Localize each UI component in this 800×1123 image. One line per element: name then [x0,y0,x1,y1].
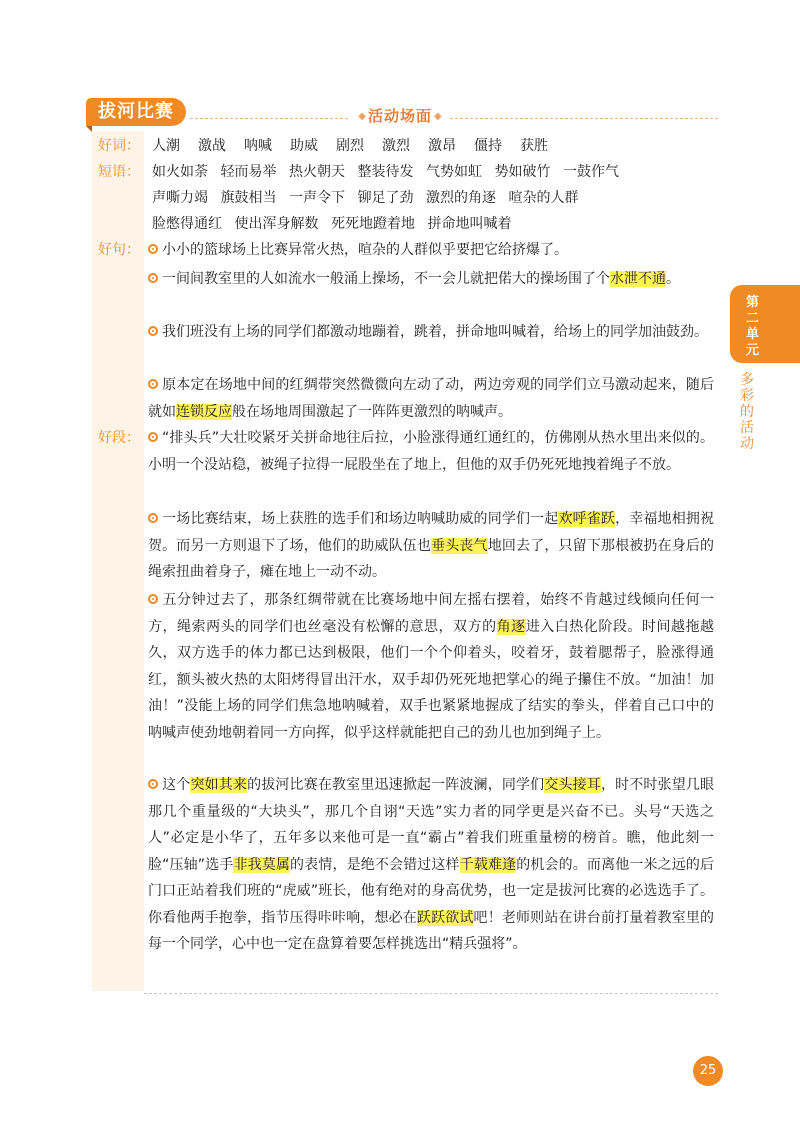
unit-label: 第二单元 [746,295,760,358]
phrase-item: 势如破竹 [494,164,551,180]
section-title [350,104,450,128]
highlighted-phrase: 垂头丧气 [431,537,488,554]
word-item: 助威 [290,138,318,154]
left-strip [92,131,144,991]
bullet-icon [148,379,158,389]
phrase-item: 声嘶力竭 [152,190,208,206]
unit-subtitle: 多彩的活动 [740,372,754,452]
word-item: 激昂 [428,138,456,154]
sentence-item: 原本定在场地中间的红绸带突然微微向左动了动，两边旁观的同学们立马激动起来，随后就如连锁反应般在场地周围激起了一阵阵更激烈的呐喊声。 [148,377,714,420]
highlighted-phrase: 千载难逢 [459,856,517,873]
diamond-icon: ◆ [358,111,366,122]
paragraph-item: “排头兵”大壮咬紧牙关拼命地往后拉，小脸涨得通红通红的，仿佛刚从热水里出来似的。小明一个没站稳，被绳子拉得一屁股坐在了地上，但他的双手仍死死地拽着绳子不放。 [148,430,714,473]
phrase-item: 拼命地叫喊着 [427,216,512,232]
bullet-icon [148,513,158,523]
phrase-item: 激烈的角逐 [426,190,496,206]
words-list [152,136,566,156]
phrases-line-2 [152,188,591,208]
highlighted-phrase: 角逐 [496,618,526,635]
word-item: 僵持 [474,138,502,154]
sentence-item: 一间间教室里的人如流水一般涌上操场，不一会儿就把偌大的操场围了个水泄不通。 [148,266,714,293]
highlighted-phrase: 交头接耳 [544,777,601,793]
page-number: 25 [693,1056,723,1086]
top-dashed-rule [190,118,718,119]
diamond-icon: ◆ [434,111,442,122]
word-item: 人潮 [152,138,180,154]
section-tab: 拔河比赛 [86,98,186,126]
label-words: 好词： [98,138,140,154]
paragraph-item: 一场比赛结束，场上获胜的选手们和场边呐喊助威的同学们一起欢呼雀跃，幸福地相拥祝贺。而另一方则退下了场，他们的助威队伍也垂头丧气地回去了，只留下那根被扔在身后的绳索扭曲着身子，瘫在地上一动不动。 [148,511,715,580]
phrase-item: 如火如荼 [152,164,208,180]
highlighted-phrase: 跃跃欲试 [416,909,474,926]
word-item: 获胜 [520,138,548,154]
bottom-dashed-rule [144,993,718,994]
word-item: 呐喊 [244,138,272,154]
phrase-item: 一鼓作气 [563,164,619,180]
bullet-icon [148,326,158,336]
label-sentences: 好句： [98,242,140,258]
sentence-item: 我们班没有上场的同学们都激动地蹦着，跳着，拼命地叫喊着，给场上的同学加油鼓劲。 [148,319,714,346]
word-item: 激烈 [382,138,410,154]
unit-side-tab [730,285,800,363]
phrase-item: 脸憋得通红 [152,216,222,232]
phrase-item: 气势如虹 [426,164,482,180]
bullet-icon [148,779,158,789]
phrase-item: 轻而易举 [220,164,277,180]
bullet-icon [148,273,158,283]
phrase-item: 热火朝天 [289,164,345,180]
highlighted-phrase: 非我莫属 [233,856,291,873]
phrase-item: 旗鼓相当 [220,190,277,206]
label-phrases: 短语： [98,164,140,180]
word-item: 剧烈 [336,138,364,154]
phrases-line-3 [152,214,524,234]
phrase-item: 整装待发 [357,164,414,180]
highlighted-phrase: 欢呼雀跃 [558,511,616,527]
phrase-item: 死死地蹬着地 [331,216,415,232]
phrases-line-1 [152,162,632,182]
highlighted-phrase: 连锁反应 [176,403,232,420]
phrase-item: 铆足了劲 [357,190,414,206]
bullet-icon [148,594,158,604]
phrase-item: 一声令下 [289,190,345,206]
label-paragraphs: 好段： [98,430,140,446]
sentence-item: 小小的篮球场上比赛异常火热，喧杂的人群似乎要把它给挤爆了。 [148,237,714,264]
paragraph-item: 这个突如其来的拔河比赛在教室里迅速掀起一阵波澜，同学们交头接耳，时不时张望几眼那几个重量级的“大块头”，那几个自诩“天选”实力者的同学更是兴奋不已。头号“天选之人”必定是小华了，五年多以来他可是一直“霸占”着我们班重量榜的榜首。瞧，他此刻一脸“压轴”选手非我莫属的表情，是绝不会错过这样千载难逢的机会的。而离他一米之远的后门口正站着我们班的“虎威”班长，他有绝对的身高优势，也一定是拔河比赛的必选选手了。你看他两手抱拳，指节压得咔咔响，想必在跃跃欲试吧！老师则站在讲台前打量着教室里的每一个同学，心中也一定在盘算着要怎样挑选出“精兵强将”。 [148,777,715,952]
highlighted-phrase: 突如其来 [190,777,248,793]
highlighted-phrase: 水泄不通 [610,271,666,287]
phrase-item: 喧杂的人群 [508,190,579,206]
phrase-item: 使出浑身解数 [234,216,319,232]
word-item: 激战 [198,138,226,154]
paragraph-item: 五分钟过去了，那条红绸带就在比赛场地中间左摇右摆着，始终不肯越过线倾向任何一方，绳索两头的同学们也丝毫没有松懈的意思，双方的角逐进入白热化阶段。时间越拖越久，双方选手的体力都已达到极限，他们一个个仰着头，咬着牙，鼓着腮帮子，脸涨得通红，额头被火热的太阳烤得冒出汗水，双手却仍死死地把掌心的绳子攥住不放。“加油！加油！”没能上场的同学们焦急地呐喊着，双手也紧紧地握成了结实的拳头，伴着自己口中的呐喊声使劲地朝着同一方向挥，似乎这样就能把自己的劲儿也加到绳子上。 [148,592,715,741]
bullet-icon [148,244,158,254]
bullet-icon [148,432,158,442]
title-text: 活动场面 [367,107,432,125]
